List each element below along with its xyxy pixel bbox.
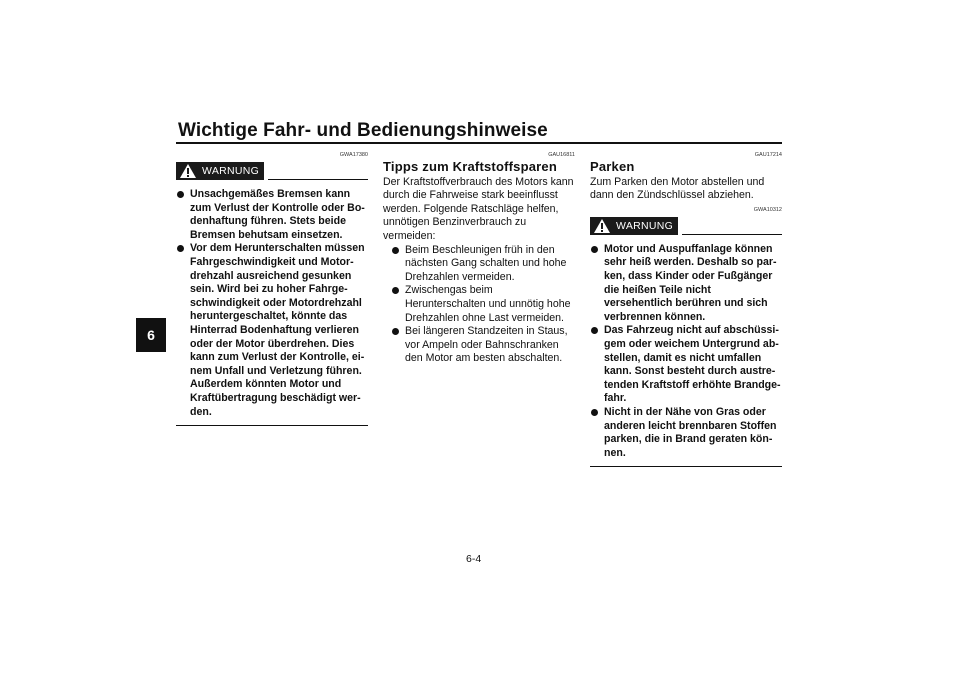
list-item: Vor dem Herunterschalten müssen Fahrgeschwindigkeit und Motordrehzahl ausreichend gesunken sein. Wird bei zu hoher Fahrgeschwindigkeit oder Motordrehzahl heruntergeschaltet, könnte das Hinterrad Bodenhaftung verlieren oder der Motor überdrehen. Dies kann zum Verlust der Kontrolle, einem Unfall und Verletzung führen. Außerdem könnten Motor und Kraftübertragung beschädigt werden. [176, 242, 368, 419]
list-item: Nicht in der Nähe von Gras oder anderen leicht brennbaren Stoffen parken, die in Brand geraten können. [590, 406, 782, 460]
list-item: Bei längeren Standzeiten in Staus, vor Ampeln oder Bahnschranken den Motor am besten abschalten. [391, 325, 575, 366]
bullet-dot-icon [591, 246, 598, 253]
list-item: Zwischengas beim Herunterschalten und unnötig hohe Drehzahlen ohne Last vermeiden. [391, 284, 575, 325]
section-intro: Zum Parken den Motor abstellen und dann den Zündschlüssel abziehen. [590, 175, 765, 202]
page-title: Wichtige Fahr- und Bedienungshinweise [178, 120, 548, 141]
section-intro: Der Kraftstoffverbrauch des Motors kann durch die Fahrweise stark beeinflusst werden. Folgende Ratschläge helfen, unnötigen Benzinverbrauch zu vermeiden: [383, 175, 574, 242]
bullet-dot-icon [392, 287, 399, 294]
tips-list [383, 244, 575, 366]
column-right [590, 150, 782, 467]
chapter-tab: 6 [136, 318, 166, 352]
warning-triangle-icon [593, 218, 611, 234]
warning-divider [682, 234, 782, 235]
bullet-dot-icon [177, 191, 184, 198]
bullet-dot-icon [591, 327, 598, 334]
page-number: 6-4 [466, 553, 482, 565]
section-heading: Parken [590, 159, 635, 174]
bullet-dot-icon [591, 409, 598, 416]
list-item: Motor und Auspuffanlage können sehr heiß werden. Deshalb so parken, dass Kinder oder Fußgänger die heißen Teile nicht versehentlich berühren und sich verbrennen können. [590, 243, 782, 325]
warning-badge [590, 217, 678, 235]
column-middle [383, 150, 575, 366]
warning-label: WARNUNG [202, 165, 260, 177]
warning-end-rule [176, 425, 368, 426]
reference-code: GAU17214 [754, 152, 782, 158]
column-left [176, 150, 368, 426]
warning-badge [176, 162, 264, 180]
reference-code: GWA10312 [753, 206, 782, 213]
warning-end-rule [590, 466, 782, 467]
reference-code: GWA17380 [339, 152, 368, 158]
list-item: Unsachgemäßes Bremsen kann zum Verlust der Kontrolle oder Bodenhaftung führen. Stets beide Bremsen behutsam einsetzen. [176, 188, 368, 242]
list-item: Beim Beschleunigen früh in den nächsten Gang schalten und hohe Drehzahlen vermeiden. [391, 244, 575, 285]
warning-list [590, 243, 782, 461]
warning-header [176, 162, 368, 182]
section-heading: Tipps zum Kraftstoffsparen [383, 159, 557, 174]
bullet-dot-icon [392, 247, 399, 254]
list-item: Das Fahrzeug nicht auf abschüssigem oder weichem Untergrund abstellen, damit es nicht umfallen kann. Sonst besteht durch austretenden Kraftstoff erhöhte Brandgefahr. [590, 324, 782, 406]
warning-divider [268, 179, 368, 180]
warning-list [176, 188, 368, 419]
reference-code: GAU16811 [548, 152, 575, 158]
warning-triangle-icon [179, 163, 197, 179]
warning-header [590, 217, 782, 237]
warning-label: WARNUNG [616, 219, 674, 232]
bullet-dot-icon [177, 245, 184, 252]
title-rule [176, 142, 782, 144]
bullet-dot-icon [392, 328, 399, 335]
